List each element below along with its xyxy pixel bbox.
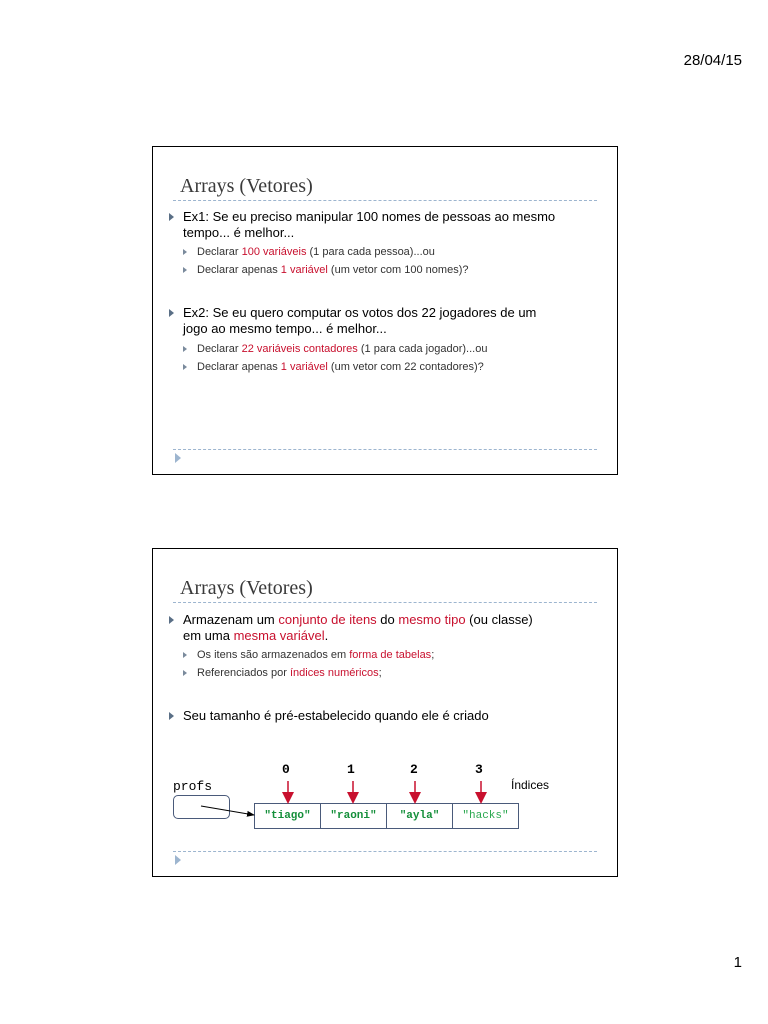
bullet-ex1: Ex1: Se eu preciso manipular 100 nomes de pessoas ao mesmo tempo... é melhor... [169, 209, 555, 241]
bullet-arrow-icon [169, 309, 174, 317]
array-cell-3: "hacks" [452, 803, 519, 829]
bullet-arrow-icon [169, 213, 174, 221]
sub-bullet: Declarar apenas 1 variável (um vetor com 100 nomes)? [183, 263, 468, 277]
bullet-tamanho: Seu tamanho é pré-estabelecido quando ele é criado [169, 708, 489, 724]
sub-bullet: Declarar apenas 1 variável (um vetor com 22 contadores)? [183, 360, 484, 374]
sub-bullet: Os itens são armazenados em forma de tabelas; [183, 648, 434, 662]
title-divider [173, 200, 597, 201]
array-cell-2: "ayla" [386, 803, 453, 829]
sub-bullet-arrow-icon [183, 249, 187, 255]
slide-title: Arrays (Vetores) [180, 175, 313, 197]
array-cell-0: "tiago" [254, 803, 321, 829]
page-number: 1 [733, 954, 742, 971]
bullet-armazenam: Armazenam um conjunto de itens do mesmo tipo (ou classe) em uma mesma variável. [169, 612, 533, 644]
footer-divider [173, 449, 597, 450]
array-cell-1: "raoni" [320, 803, 387, 829]
index-label-3: 3 [475, 762, 483, 777]
footer-divider [173, 851, 597, 852]
bullet-ex2: Ex2: Se eu quero computar os votos dos 22 jogadores de um jogo ao mesmo tempo... é melhor... [169, 305, 536, 337]
index-label-0: 0 [282, 762, 290, 777]
index-label-1: 1 [347, 762, 355, 777]
sub-bullet: Declarar 100 variáveis (1 para cada pessoa)...ou [183, 245, 435, 259]
index-label-2: 2 [410, 762, 418, 777]
slide-footer-arrow-icon [175, 453, 181, 463]
sub-bullet-arrow-icon [183, 267, 187, 273]
reference-arrow [201, 806, 254, 815]
indices-label: Índices [511, 778, 550, 792]
header-date: 28/04/15 [683, 52, 742, 69]
slide-1 [152, 146, 618, 475]
slide-footer-arrow-icon [175, 855, 181, 865]
sub-bullet-arrow-icon [183, 364, 187, 370]
sub-bullet: Referenciados por índices numéricos; [183, 666, 382, 680]
slide-title: Arrays (Vetores) [180, 577, 313, 599]
sub-bullet-arrow-icon [183, 346, 187, 352]
diagram-arrows [153, 549, 617, 876]
variable-name: profs [173, 779, 213, 794]
sub-bullet: Declarar 22 variáveis contadores (1 para cada jogador)...ou [183, 342, 487, 356]
slide-2 [152, 548, 618, 877]
